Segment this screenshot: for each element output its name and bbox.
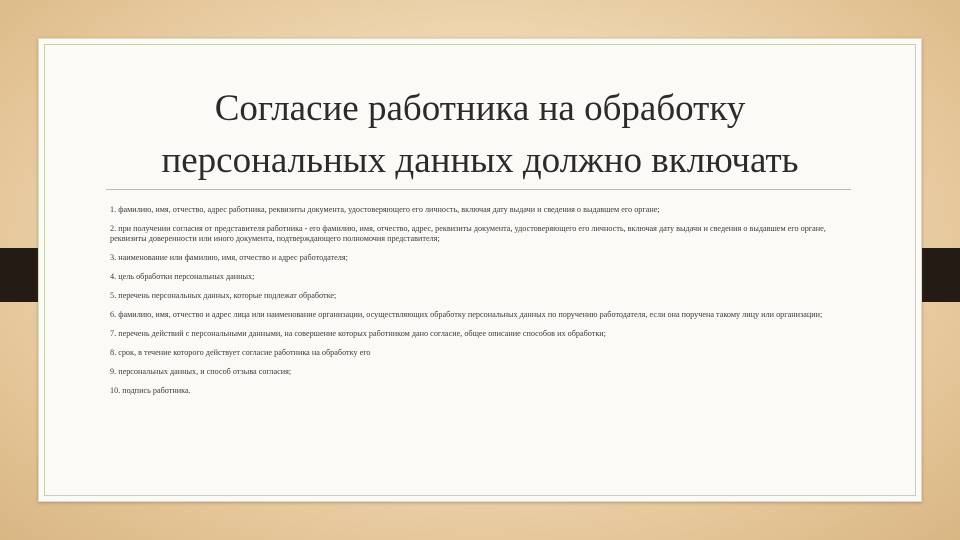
title-line-2: персональных данных должно включать	[161, 140, 799, 181]
slide-card	[38, 38, 922, 502]
list-item: 9. персональных данных, и способ отзыва согласия;	[110, 367, 292, 376]
list-item: 3. наименование или фамилию, имя, отчество и адрес работодателя;	[110, 253, 348, 262]
list-item: 7. перечень действий с персональными данными, на совершение которых работником дано согласие, общее описание способов их обработки;	[110, 329, 606, 338]
title-divider	[106, 189, 851, 190]
consent-items-list	[110, 205, 849, 405]
list-item: 5. перечень персональных данных, которые подлежат обработке;	[110, 291, 337, 300]
list-item: 6. фамилию, имя, отчество и адрес лица или наименование организации, осуществляющих обработку персональных данных по поручению работодателя, если она поручена такому лицу или организации;	[110, 310, 823, 319]
list-item: 1. фамилию, имя, отчество, адрес работника, реквизиты документа, удостоверяющего его личность, включая дату выдачи и сведения о выдавшем его органе;	[110, 205, 660, 214]
list-item: 8. срок, в течение которого действует согласие работника на обработку его	[110, 348, 371, 357]
list-item: 2. при получении согласия от представителя работника - его фамилию, имя, отчество, адрес, реквизиты документа, удостоверяющего его личность, включая дату выдачи и сведения о выдавшем его органе, реквизиты доверенности или иного документа, подтверждающего полномочия представителя;	[110, 224, 826, 243]
title-line-1: Согласие работника на обработку	[214, 88, 746, 129]
slide-title	[79, 83, 881, 187]
list-item: 4. цель обработки персональных данных;	[110, 272, 255, 281]
list-item: 10. подпись работника.	[110, 386, 191, 395]
